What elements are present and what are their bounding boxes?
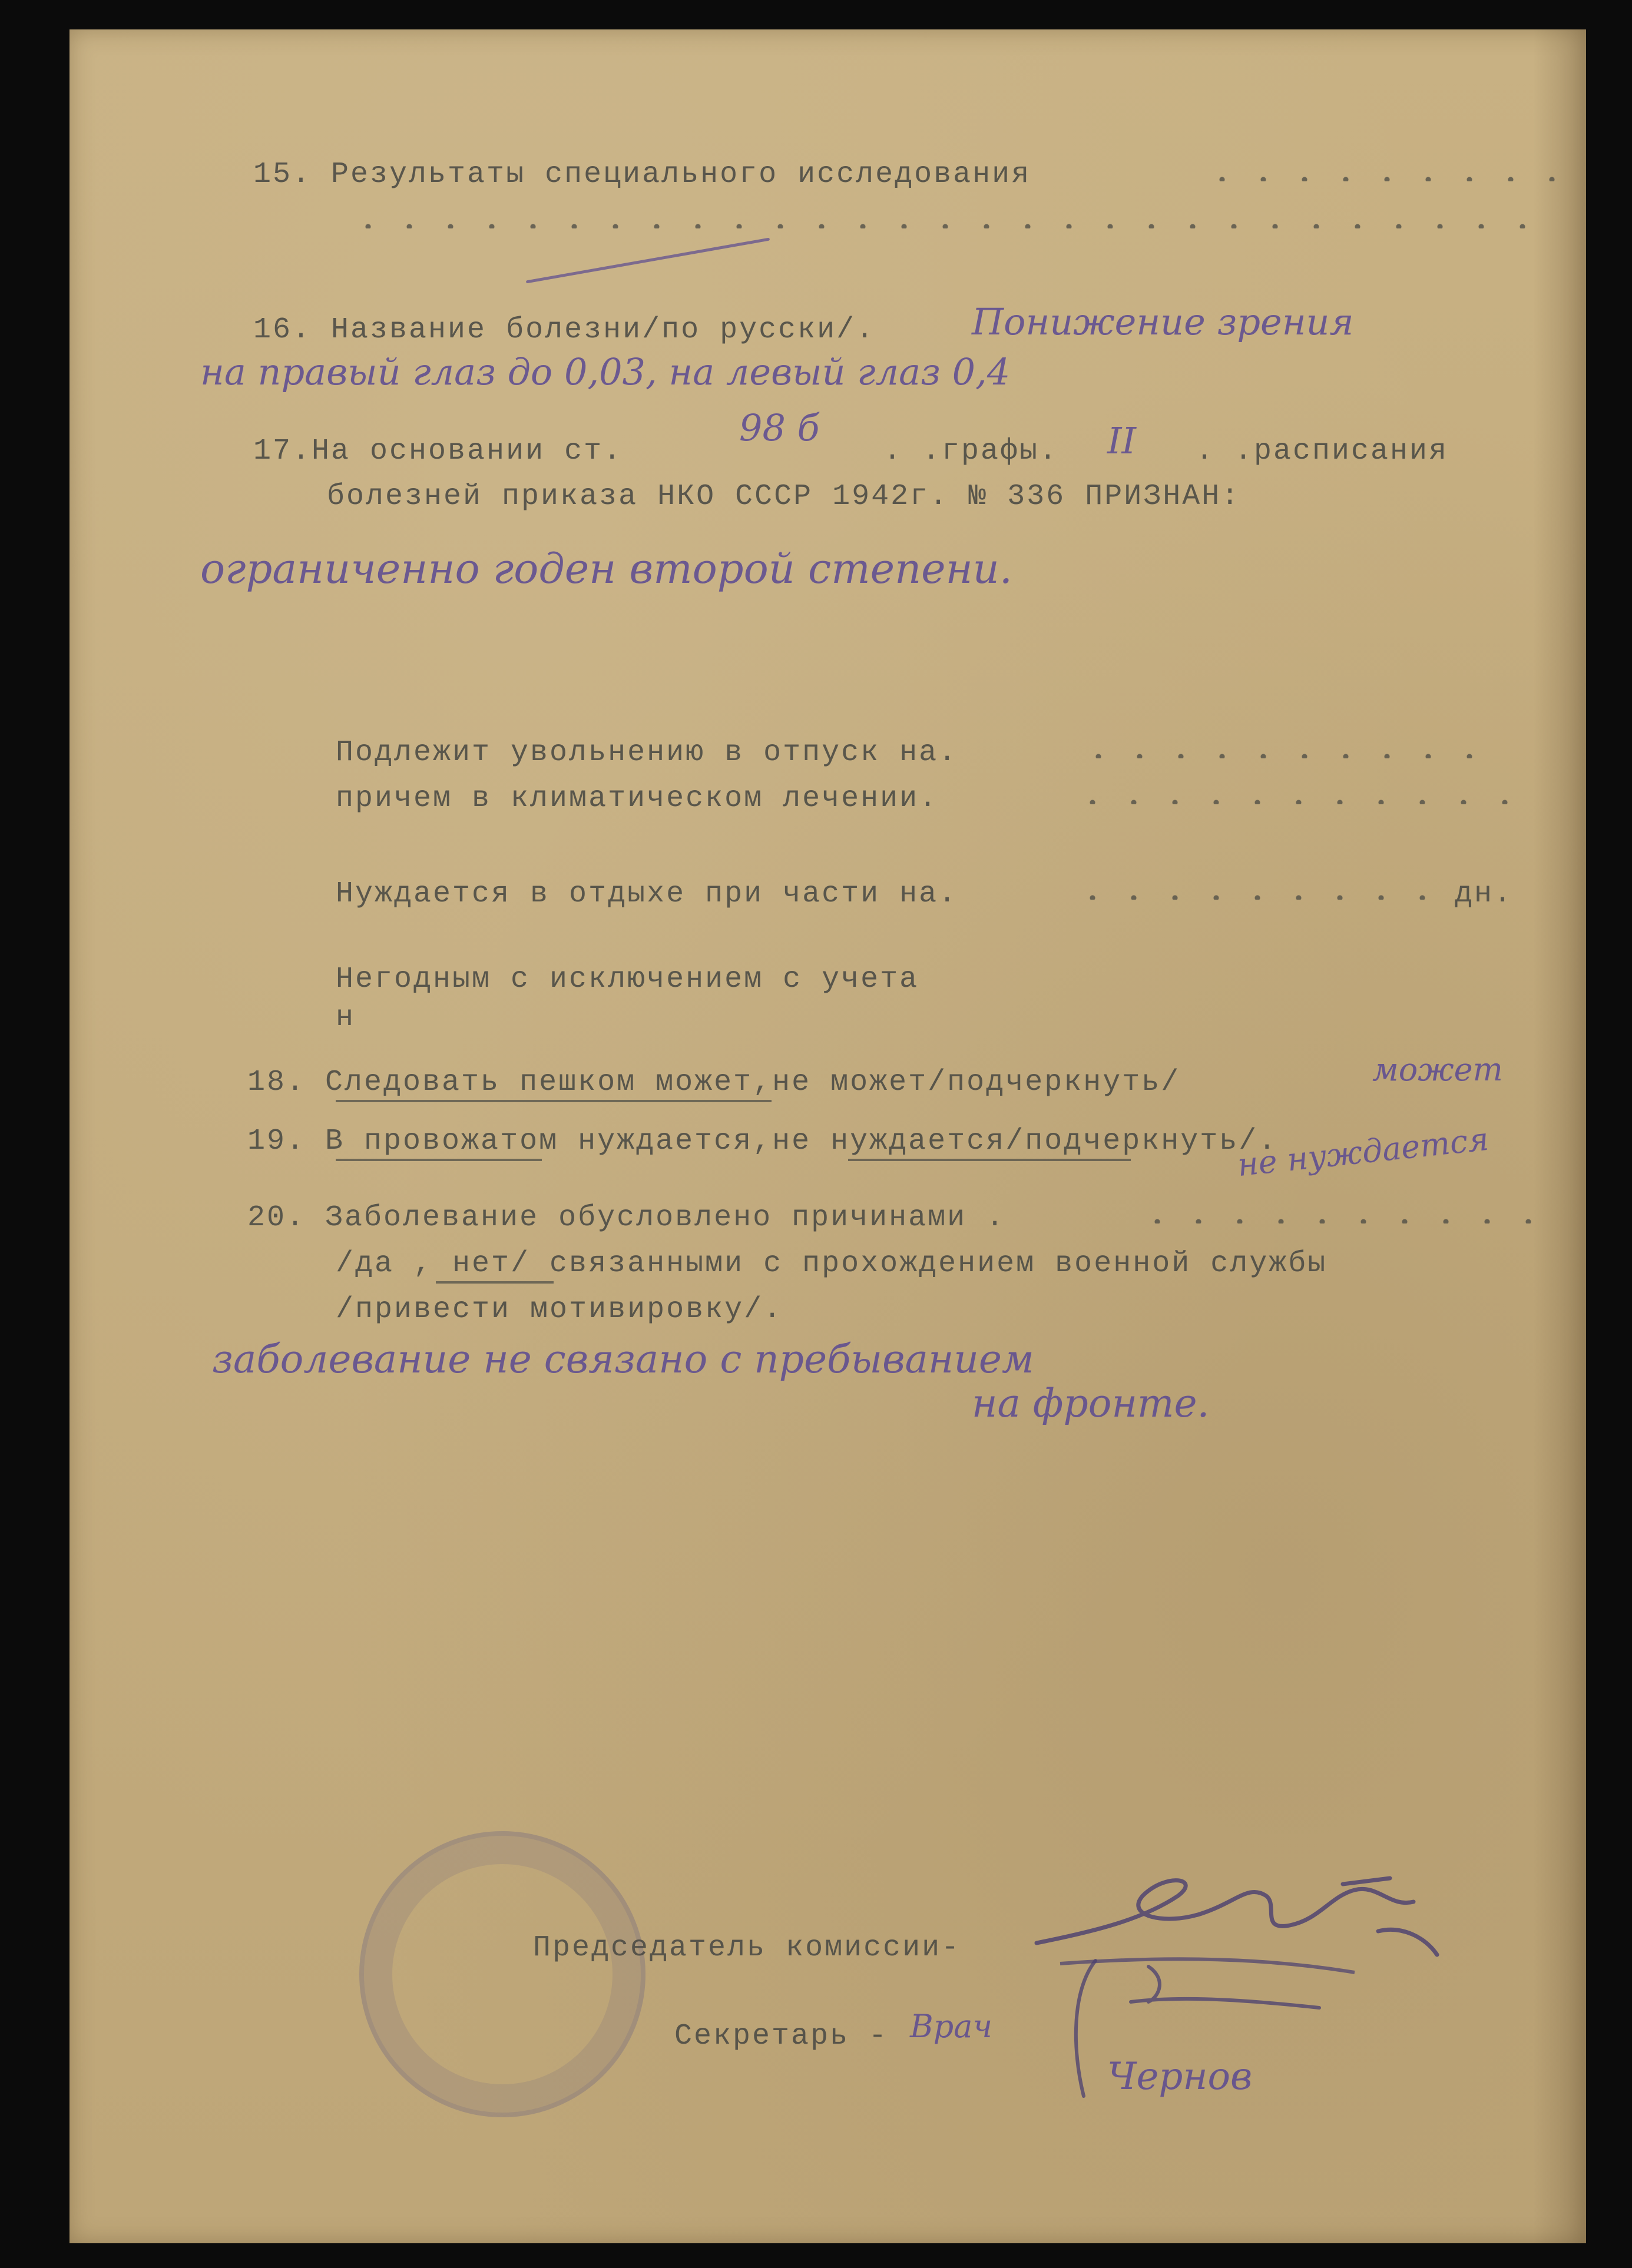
leave-line-1-dots	[1078, 754, 1490, 758]
item-20-line-1: 20. Заболевание обусловлено причинами .	[247, 1201, 1006, 1235]
secretary-handwritten-name: Чернов	[1107, 2055, 1253, 2098]
item-20-handwritten-2: на фронте.	[972, 1381, 1210, 1426]
item-20-line-2: /да , нет/ связанными с прохождением военной службы	[336, 1247, 1328, 1281]
leave-line-3: Нуждается в отдыхе при части на.	[336, 877, 958, 911]
leave-line-3-suffix: дн.	[1455, 877, 1514, 911]
item-17-column-handwritten: II	[1107, 419, 1136, 462]
secretary-handwritten-prefix: Врач	[910, 2008, 993, 2045]
item-17-label-part3: . .расписания	[1196, 435, 1449, 468]
item-20-dots	[1137, 1219, 1537, 1223]
item-19-underline-1	[336, 1159, 542, 1161]
item-20-handwritten-1: заболевание не связано с пребыванием	[212, 1337, 1034, 1382]
item-17-label-part2: . .графы.	[883, 435, 1059, 468]
official-stamp	[359, 1831, 645, 2117]
secretary-label: Секретарь -	[674, 2020, 889, 2053]
item-18-underline	[336, 1100, 772, 1102]
item-15-label: 15. Результаты специального исследования	[253, 158, 1031, 191]
secretary-signature	[1060, 1943, 1390, 2131]
item-19-underline-2	[848, 1159, 1131, 1161]
item-20-line-3: /привести мотивировку/.	[336, 1293, 783, 1327]
item-17-verdict-handwritten: ограниченно годен второй степени.	[200, 545, 1013, 593]
item-15-dots-line2	[347, 224, 1561, 228]
leave-line-4: Негодным с исключением с учета	[336, 963, 919, 996]
item-16-label: 16. Название болезни/по русски/.	[253, 313, 876, 347]
item-20-underline-net	[436, 1281, 554, 1284]
item-19-handwritten: не нуждается	[1235, 1120, 1491, 1184]
leave-line-2-dots	[1072, 800, 1531, 804]
item-16-diagnosis-handwritten-2: на правый глаз до 0,03, на левый глаз 0,4	[200, 350, 1011, 393]
leave-line-3-dots	[1072, 895, 1449, 900]
leave-line-1: Подлежит увольнению в отпуск на.	[336, 736, 958, 770]
item-19-label: 19. В провожатом нуждается,не нуждается/подчеркнуть/.	[247, 1125, 1278, 1158]
leave-line-2: причем в климатическом лечении.	[336, 782, 939, 815]
item-16-diagnosis-handwritten-1: Понижение зрения	[972, 300, 1354, 343]
chairman-label: Председатель комиссии-	[533, 1931, 961, 1965]
item-18-handwritten: может	[1372, 1051, 1503, 1088]
item-17-line2: болезней приказа НКО СССР 1942г. № 336 ПРИЗНАН:	[327, 480, 1241, 513]
item-17-label-part1: 17.На основании ст.	[253, 435, 623, 468]
item-15-dots	[1201, 177, 1567, 181]
page-fold-shadow	[1533, 29, 1586, 2243]
item-18-label: 18. Следовать пешком может,не может/подчеркнуть/	[247, 1066, 1181, 1099]
leave-line-5: н	[336, 1001, 356, 1034]
item-17-article-handwritten: 98 б	[739, 406, 820, 449]
